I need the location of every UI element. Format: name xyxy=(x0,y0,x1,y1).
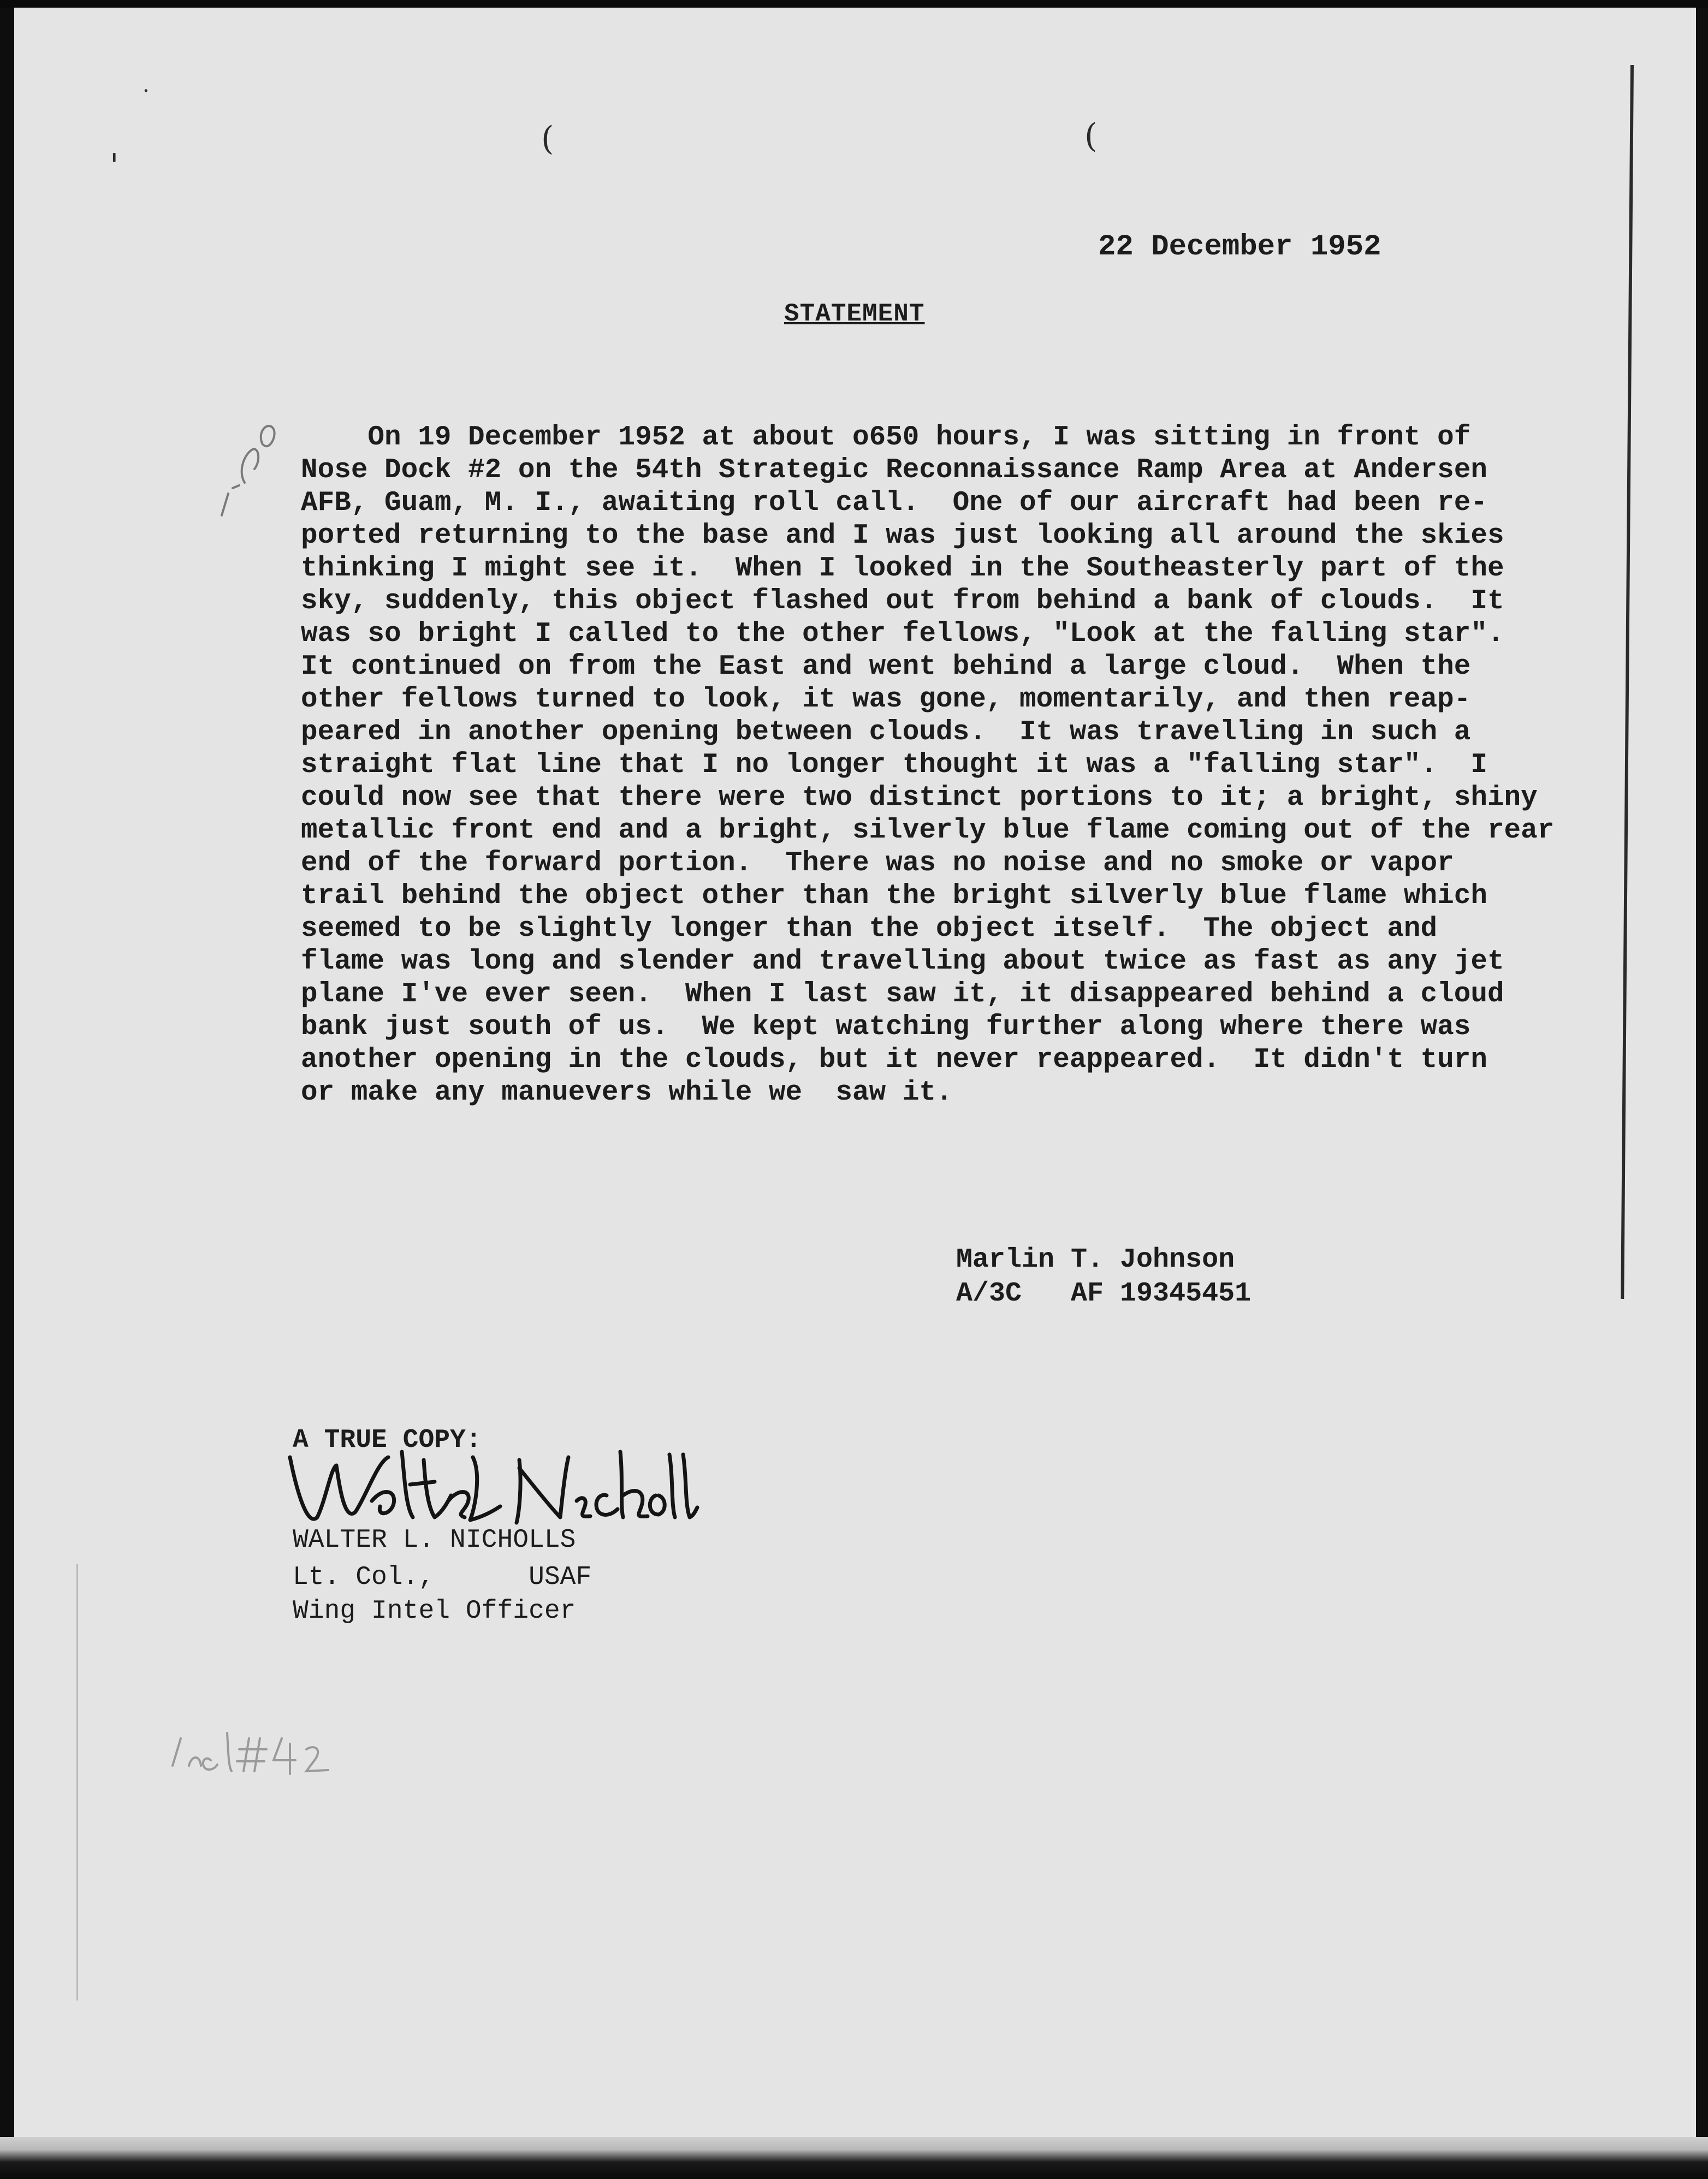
scan-mark: · xyxy=(143,79,150,104)
statement-line: straight flat line that I no longer thought it was a "falling star". I xyxy=(301,750,1487,781)
scan-mark: ' xyxy=(110,147,119,185)
statement-line: end of the forward portion. There was no noise and no smoke or vapor xyxy=(301,848,1454,879)
statement-line: plane I've ever seen. When I last saw it, it disappeared behind a cloud xyxy=(301,979,1504,1010)
statement-line: It continued on from the East and went behind a large cloud. When the xyxy=(301,651,1471,682)
document-title: STATEMENT xyxy=(784,300,925,328)
certifier-title: Wing Intel Officer xyxy=(293,1596,576,1626)
scan-top-border xyxy=(0,0,1708,8)
statement-line: ported returning to the base and I was just looking all around the skies xyxy=(301,520,1504,551)
document-page xyxy=(14,8,1696,2137)
statement-line: another opening in the clouds, but it never reappeared. It didn't turn xyxy=(301,1044,1487,1076)
scan-fold-line xyxy=(76,1564,78,2000)
statement-line: other fellows turned to look, it was gone, momentarily, and then reap- xyxy=(301,684,1471,715)
statement-body xyxy=(301,421,1554,1109)
certifier-name: WALTER L. NICHOLLS xyxy=(293,1525,576,1555)
margin-rule xyxy=(1621,65,1634,1299)
scan-mark: ( xyxy=(1084,117,1098,155)
statement-line: peared in another opening between clouds. It was travelling in such a xyxy=(301,717,1471,748)
document-date: 22 December 1952 xyxy=(1098,230,1381,264)
witness-name: Marlin T. Johnson xyxy=(956,1244,1235,1275)
statement-line: AFB, Guam, M. I., awaiting roll call. One of our aircraft had been re- xyxy=(301,488,1487,519)
certifier-rank: Lt. Col., USAF xyxy=(293,1563,592,1592)
scan-mark: ( xyxy=(541,120,554,158)
statement-line: On 19 December 1952 at about o650 hours, I was sitting in front of xyxy=(301,422,1471,453)
statement-line: or make any manuevers while we saw it. xyxy=(301,1077,953,1108)
handwritten-signature xyxy=(284,1435,699,1534)
statement-line: metallic front end and a bright, silverly blue flame coming out of the rear xyxy=(301,815,1555,846)
statement-line: thinking I might see it. When I looked in the Southeasterly part of the xyxy=(301,553,1504,584)
scan-bottom-border xyxy=(0,2137,1708,2179)
statement-line: bank just south of us. We kept watching further along where there was xyxy=(301,1012,1471,1043)
statement-line: Nose Dock #2 on the 54th Strategic Reconnaissance Ramp Area at Andersen xyxy=(301,455,1487,486)
statement-line: flame was long and slender and travelling about twice as fast as any jet xyxy=(301,946,1504,977)
enclosure-annotation xyxy=(167,1722,342,1788)
statement-line: was so bright I called to the other fellows, "Look at the falling star". xyxy=(301,619,1504,650)
statement-line: seemed to be slightly longer than the object itself. The object and xyxy=(301,913,1438,945)
margin-annotation xyxy=(211,412,287,532)
statement-line: sky, suddenly, this object flashed out from behind a bank of clouds. It xyxy=(301,586,1504,617)
statement-line: trail behind the object other than the bright silverly blue flame which xyxy=(301,881,1487,912)
witness-rank-serial: A/3C AF 19345451 xyxy=(956,1278,1252,1309)
statement-line: could now see that there were two distinct portions to it; a bright, shiny xyxy=(301,782,1538,814)
true-copy-label: A TRUE COPY: xyxy=(293,1426,482,1455)
